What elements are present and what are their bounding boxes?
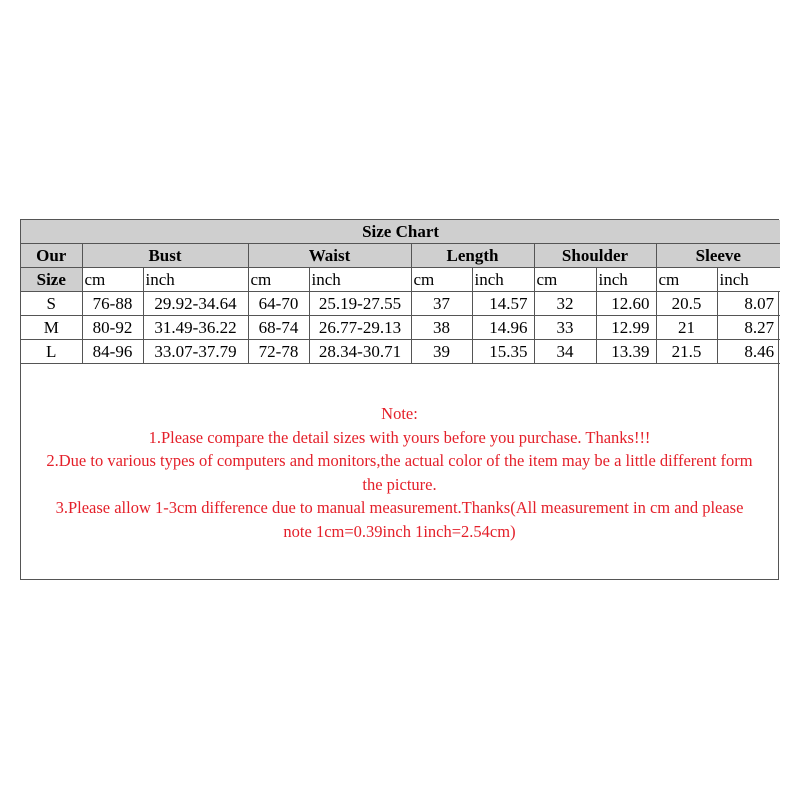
length-inch-cell: 14.57 <box>472 292 534 316</box>
shoulder-inch-cell: 12.60 <box>596 292 656 316</box>
sleeve-inch-cell: 8.27 <box>717 316 780 340</box>
table-row <box>21 340 780 364</box>
bust-cm-unit: cm <box>82 268 143 292</box>
length-header: Length <box>411 244 534 268</box>
length-cm-unit: cm <box>411 268 472 292</box>
length-inch-unit: inch <box>472 268 534 292</box>
sleeve-inch-unit: inch <box>717 268 780 292</box>
sleeve-cm-cell: 20.5 <box>656 292 717 316</box>
shoulder-cm-cell: 33 <box>534 316 596 340</box>
shoulder-cm-cell: 32 <box>534 292 596 316</box>
waist-inch-cell: 28.34-30.71 <box>309 340 411 364</box>
bust-inch-cell: 33.07-37.79 <box>143 340 248 364</box>
sleeve-header: Sleeve <box>656 244 780 268</box>
table-row <box>21 292 780 316</box>
bust-inch-cell: 29.92-34.64 <box>143 292 248 316</box>
bust-header: Bust <box>82 244 248 268</box>
shoulder-inch-unit: inch <box>596 268 656 292</box>
bust-cm-cell: 80-92 <box>82 316 143 340</box>
waist-cm-cell: 68-74 <box>248 316 309 340</box>
chart-title: Size Chart <box>21 220 780 244</box>
length-inch-cell: 14.96 <box>472 316 534 340</box>
waist-header: Waist <box>248 244 411 268</box>
shoulder-header: Shoulder <box>534 244 656 268</box>
bust-cm-cell: 84-96 <box>82 340 143 364</box>
bust-inch-cell: 31.49-36.22 <box>143 316 248 340</box>
length-inch-cell: 15.35 <box>472 340 534 364</box>
size-cell: M <box>21 316 82 340</box>
length-cm-cell: 39 <box>411 340 472 364</box>
length-cm-cell: 38 <box>411 316 472 340</box>
sleeve-inch-cell: 8.07 <box>717 292 780 316</box>
sleeve-cm-cell: 21 <box>656 316 717 340</box>
size-chart <box>20 219 779 580</box>
shoulder-cm-cell: 34 <box>534 340 596 364</box>
note-3-continued: note 1cm=0.39inch 1inch=2.54cm) <box>283 521 516 541</box>
note-2-continued: the picture. <box>362 474 437 494</box>
shoulder-inch-cell: 13.39 <box>596 340 656 364</box>
size-cell: L <box>21 340 82 364</box>
waist-inch-cell: 25.19-27.55 <box>309 292 411 316</box>
waist-inch-unit: inch <box>309 268 411 292</box>
size-header-line2: Size <box>21 268 82 292</box>
waist-inch-cell: 26.77-29.13 <box>309 316 411 340</box>
table-row <box>21 316 780 340</box>
bust-cm-cell: 76-88 <box>82 292 143 316</box>
bust-inch-unit: inch <box>143 268 248 292</box>
size-header: Our <box>21 244 82 268</box>
size-cell: S <box>21 292 82 316</box>
notes-heading: Note: <box>381 404 418 423</box>
note-3: 3.Please allow 1-3cm difference due to manual measurement.Thanks(All measurement in cm and please <box>55 498 744 517</box>
note-1: 1.Please compare the detail sizes with yours before you purchase. Thanks!!! <box>148 427 651 447</box>
notes-section <box>21 402 778 543</box>
size-table <box>21 220 780 364</box>
shoulder-cm-unit: cm <box>534 268 596 292</box>
sleeve-cm-cell: 21.5 <box>656 340 717 364</box>
sleeve-cm-unit: cm <box>656 268 717 292</box>
sleeve-inch-cell: 8.46 <box>717 340 780 364</box>
waist-cm-cell: 72-78 <box>248 340 309 364</box>
note-2: 2.Due to various types of computers and monitors,the actual color of the item may be a little different form <box>46 451 753 470</box>
waist-cm-unit: cm <box>248 268 309 292</box>
length-cm-cell: 37 <box>411 292 472 316</box>
shoulder-inch-cell: 12.99 <box>596 316 656 340</box>
waist-cm-cell: 64-70 <box>248 292 309 316</box>
